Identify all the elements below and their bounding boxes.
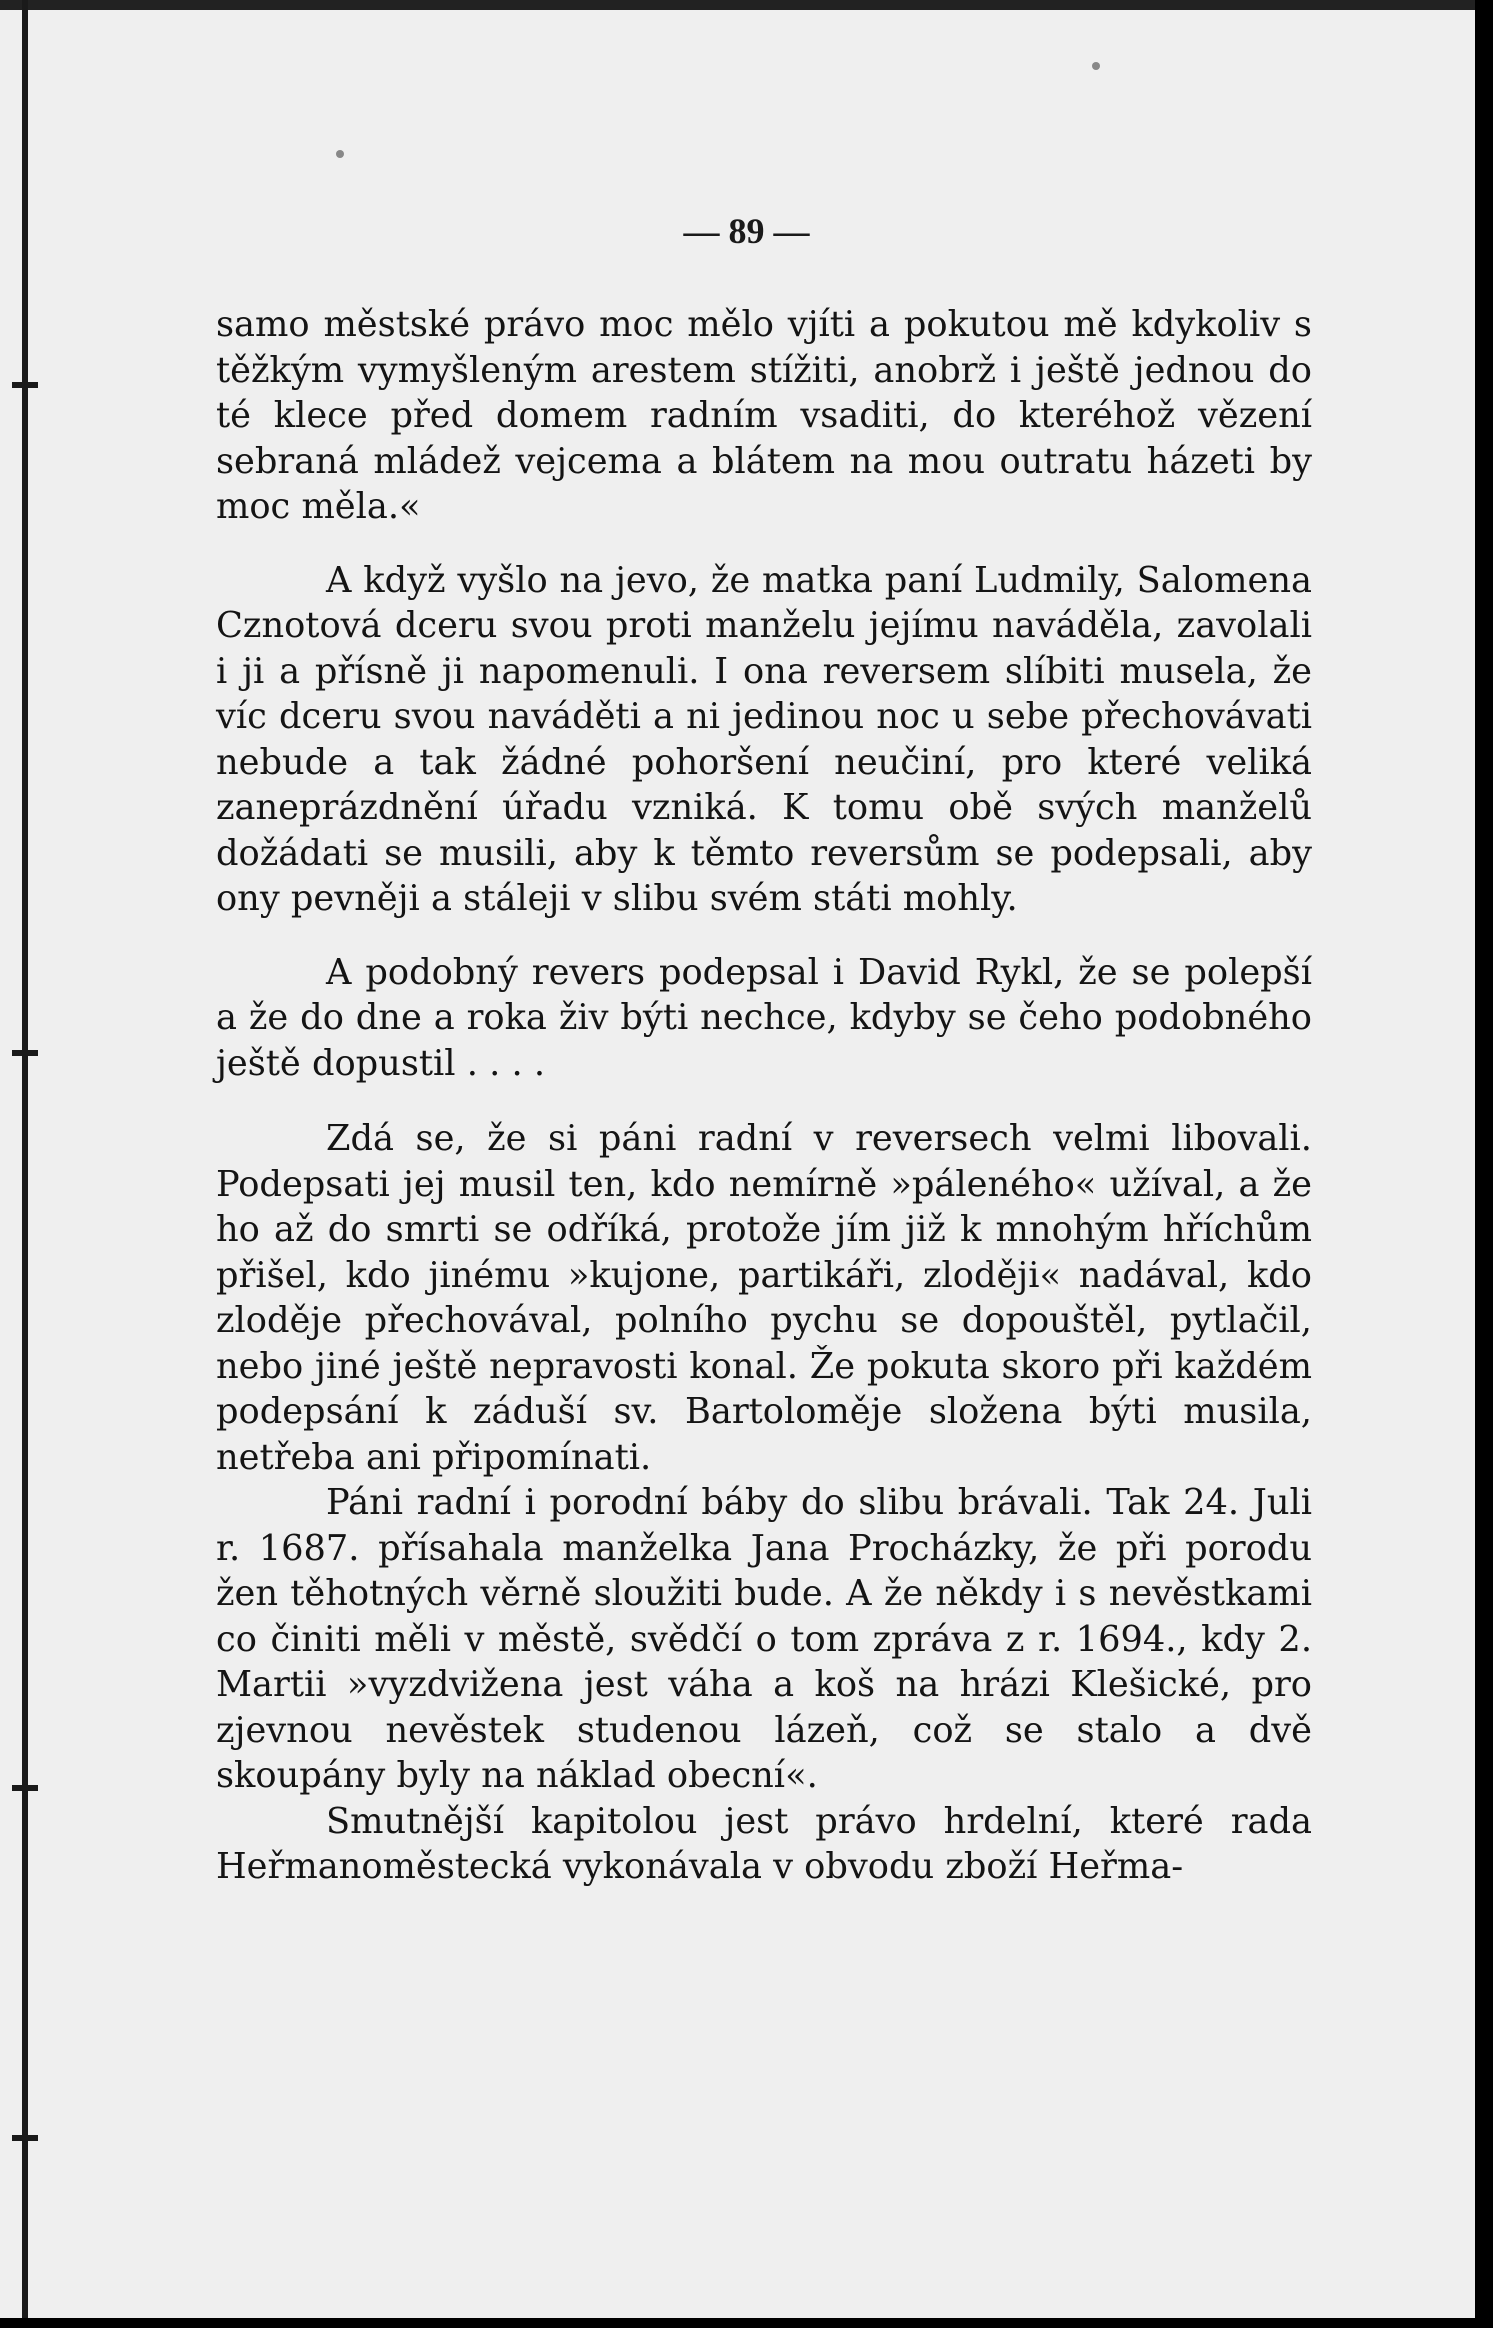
paragraph: A podobný revers podepsal i David Rykl, že se polepší a že do dne a roka živ býti nechce, kdyby se čeho podobného ještě dopustil . . . . bbox=[216, 951, 1312, 1084]
paper-speck bbox=[1092, 62, 1100, 70]
scan-top-edge bbox=[0, 0, 1475, 10]
scan-binding-edge bbox=[22, 0, 28, 2318]
scan-edge-mark bbox=[12, 382, 38, 388]
scan-edge-mark bbox=[12, 1785, 38, 1791]
paragraph: Páni radní i porodní báby do slibu brávali. Tak 24. Juli r. 1687. přísahala manželka Jana Procházky, že při porodu žen těhotných věrně sloužiti bude. A že někdy i s nevěstkami co činiti měli v městě, svědčí o tom zpráva z r. 1694., kdy 2. Martii »vyzdvižena jest váha a koš na hrázi Klešické, pro zjevnou nevěstek studenou lázeň, což se stalo a dvě skoupány byly na náklad obecní«. bbox=[216, 1482, 1312, 1796]
paper-speck bbox=[336, 150, 344, 158]
page-number: — 89 — bbox=[683, 211, 810, 251]
scan-edge-mark bbox=[12, 2135, 38, 2141]
body-text bbox=[216, 302, 1312, 1890]
scan-right-edge bbox=[1475, 0, 1493, 2328]
paragraph: Smutnější kapitolou jest právo hrdelní, které rada Heřmanoměstecká vykonávala v obvodu zboží Heřma- bbox=[216, 1800, 1312, 1887]
paragraph: Zdá se, že si páni radní v reversech velmi libovali. Podepsati jej musil ten, kdo nemírně »páleného« užíval, a že ho až do smrti se odříká, protože jím již k mnohým hříchům přišel, kdo jinému »kujone, partikáři, zloději« nadával, kdo zloděje přechovával, polního pychu se dopouštěl, pytlačil, nebo jiné ještě nepravosti konal. Že pokuta skoro při každém podepsání k záduší sv. Bartoloměje složena býti musila, netřeba ani připomínati. bbox=[216, 1118, 1312, 1478]
scan-edge-mark bbox=[12, 1050, 38, 1056]
paragraph: A když vyšlo na jevo, že matka paní Ludmily, Salomena Cznotová dceru svou proti manželu jejímu naváděla, zavolali i ji a přísně ji napomenuli. I ona reversem slíbiti musela, že víc dceru svou naváděti a ni jedinou noc u sebe přechovávati nebude a tak žádné pohoršení neučiní, pro které veliká zaneprázdnění úřadu vzniká. K tomu obě svých manželů dožádati se musili, aby k těmto reversům se podepsali, aby ony pevněji a stáleji v slibu svém státi mohly. bbox=[216, 559, 1312, 919]
paragraph: samo městské právo moc mělo vjíti a pokutou mě kdykoliv s těžkým vymyšleným arestem stížiti, anobrž i ještě jednou do té klece před domem radním vsaditi, do kteréhož vězení sebraná mládež vejcema a blátem na mou outratu házeti by moc měla.« bbox=[216, 304, 1312, 527]
